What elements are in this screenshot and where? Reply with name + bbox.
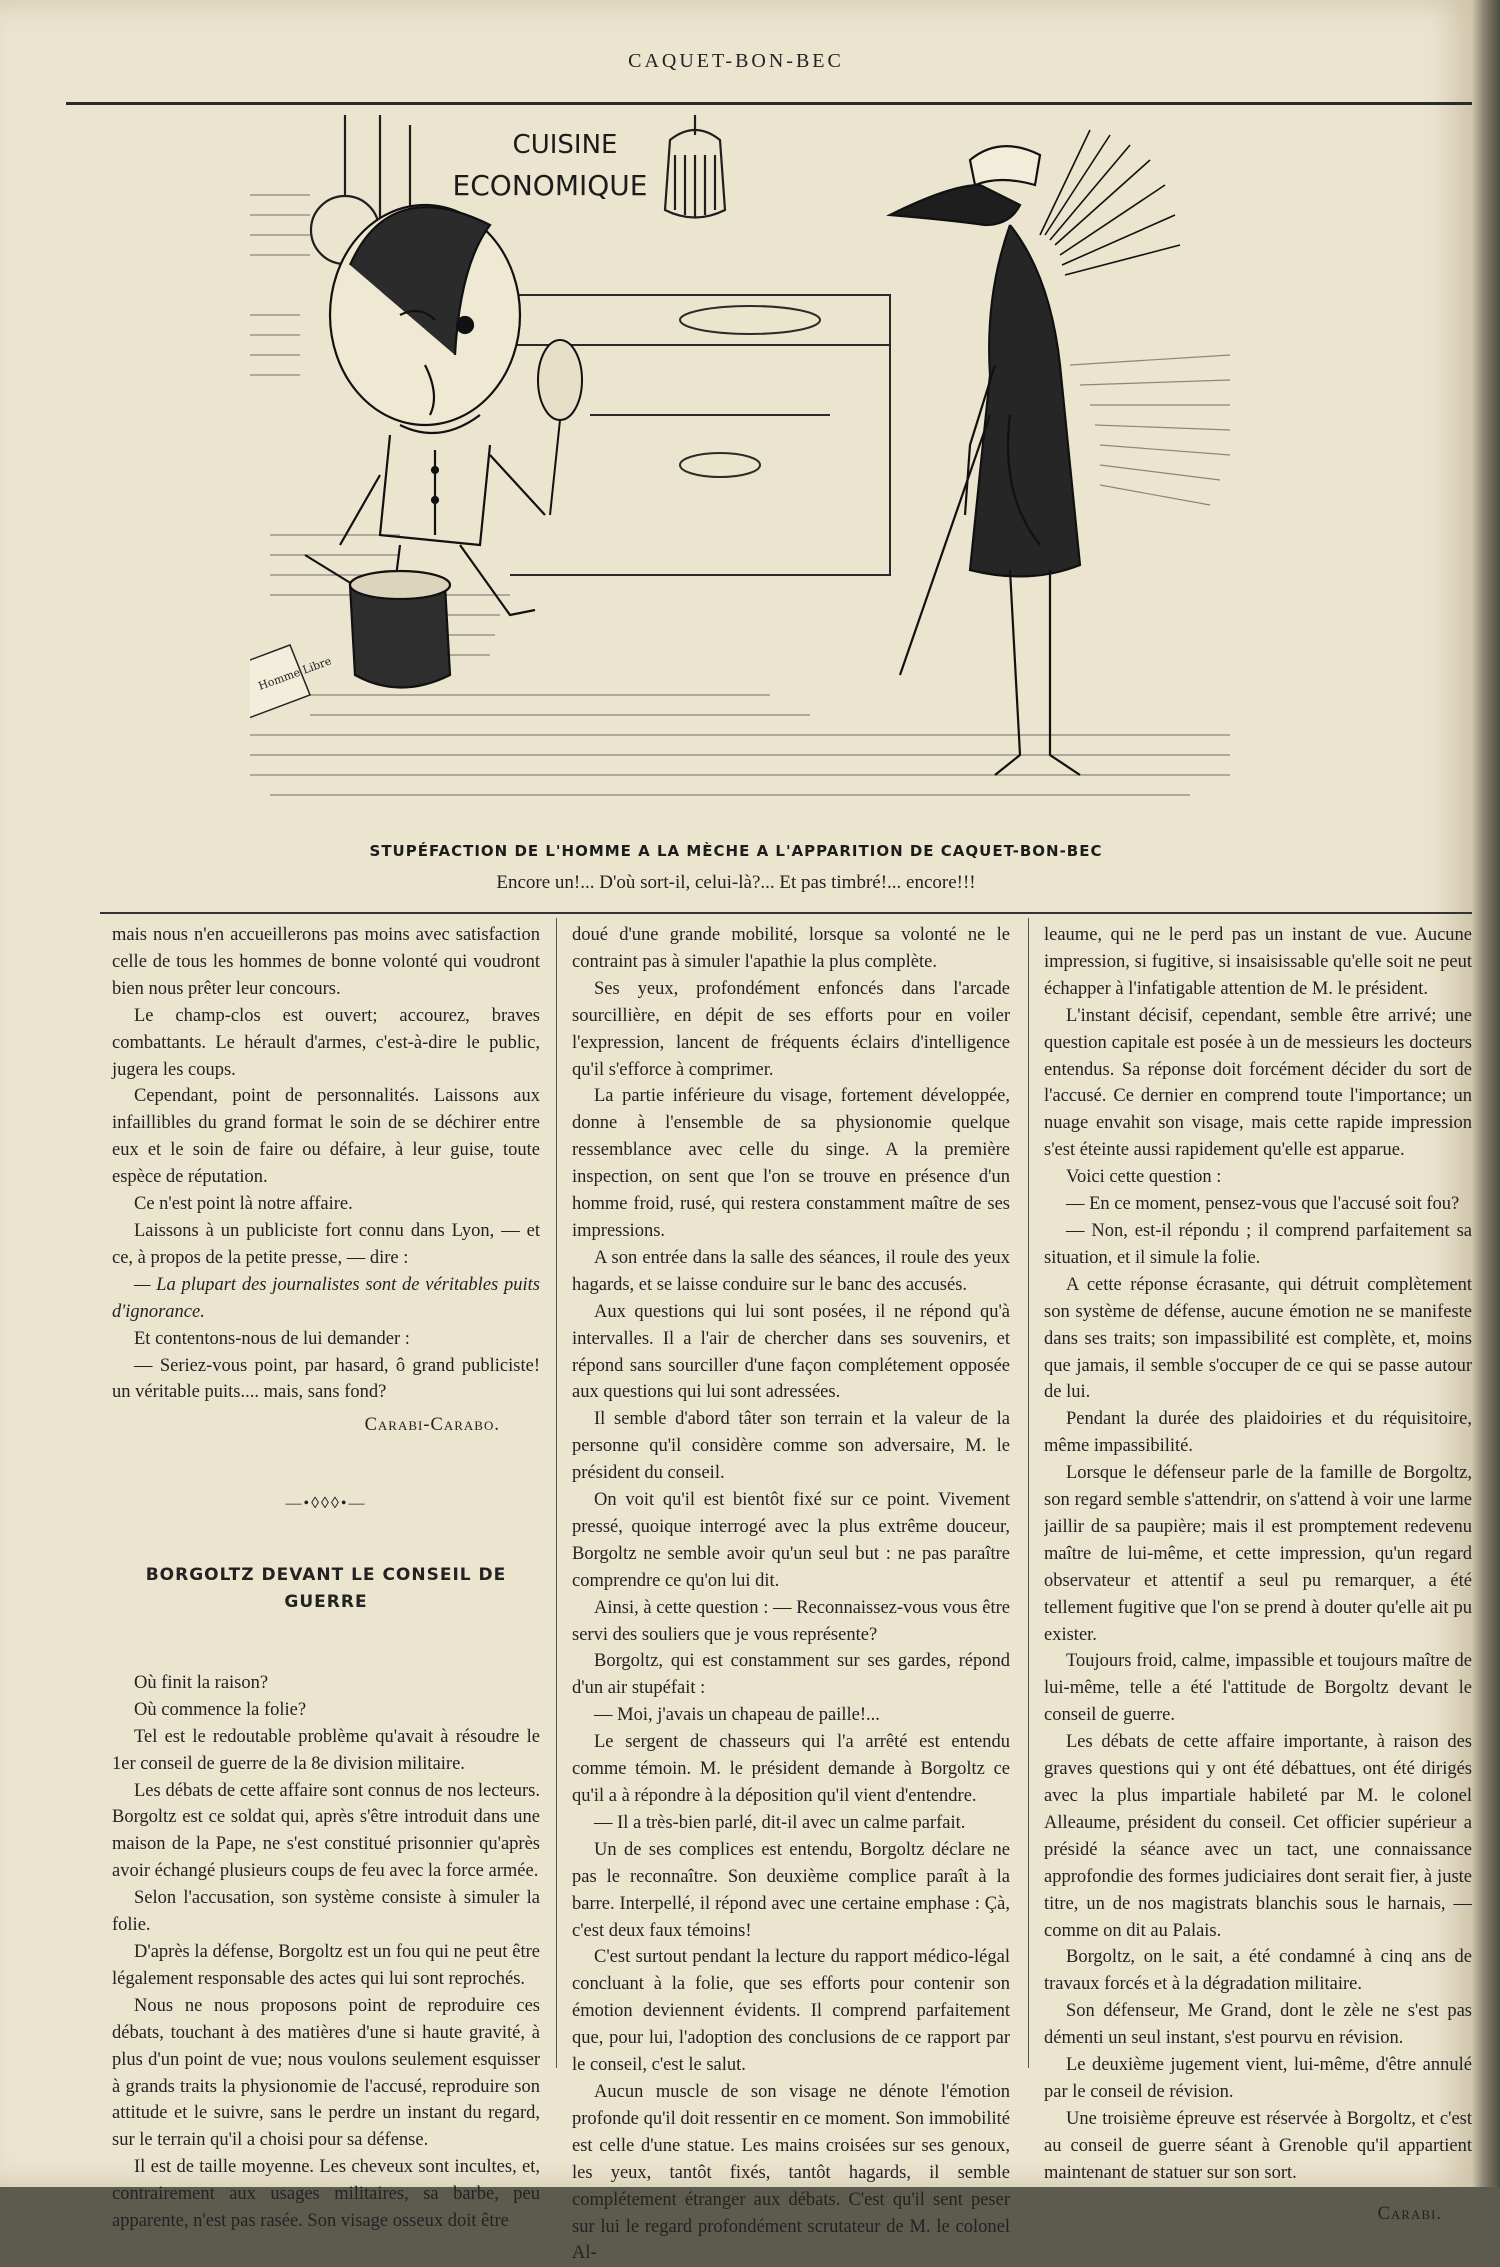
sign-line1: CUISINE [512,130,618,160]
masthead-rule [66,102,1472,105]
paragraph: Ce n'est point là notre affaire. [134,1194,353,1215]
paragraph: Le champ-clos est ouvert; accourez, braves combattants. Le hérault d'armes, c'est-à-dire le public, jugera les coups. [112,1005,540,1080]
stove [510,295,890,575]
newspaper-on-floor [250,645,333,725]
paragraph: Borgoltz, on le sait, a été condamné à cinq ans de travaux forcés et à la dégradation militaire. [1044,1947,1472,1995]
man-figure [330,205,545,635]
paragraph: Il semble d'abord tâter son terrain et la valeur de la personne qu'il considère comme son adversaire, M. le président du conseil. [572,1409,1010,1484]
paragraph: Aux questions qui lui sont posées, il ne répond qu'à intervalles. Il a l'air de chercher dans ses souvenirs, et répond sans sourciller d'une façon complétement opposée aux questions qui lui sont adressées. [572,1301,1010,1403]
paragraph: Voici cette question : [1066,1167,1222,1188]
paragraph: A son entrée dans la salle des séances, il roule des yeux hagards, et se laisse conduire sur le banc des accusés. [572,1247,1010,1295]
paragraph: La partie inférieure du visage, fortement développée, donne à l'ensemble de sa physionomie quelque ressemblance avec celle du singe. A la première inspection, on sent que l'on se trouve en présence d'un homme froid, rusé, qui restera constamment maître de ses impressions. [572,1086,1010,1241]
paragraph: Le sergent de chasseurs qui l'a arrêté est entendu comme témoin. M. le président demande à Borgoltz ce qu'il a à répondre à la déposition qu'il vient d'entendre. [572,1732,1010,1806]
paragraph: — Non, est-il répondu ; il comprend parfaitement sa situation, et il simule la folie. [1044,1220,1472,1268]
column-1 [112,922,540,2235]
caption-rule [100,912,1472,914]
paragraph: Laissons à un publiciste fort connu dans Lyon, — et ce, à propos de la petite presse, — dire : [112,1220,540,1268]
column-3 [1044,922,1472,2228]
paragraph: Le deuxième jugement vient, lui-même, d'être annulé par le conseil de révision. [1044,2055,1472,2102]
caption-title: STUPÉFACTION DE L'HOMME A LA MÈCHE A L'APPARITION DE CAQUET-BON-BEC [369,842,1103,860]
paragraph: — Il a très-bien parlé, dit-il avec un calme parfait. [594,1812,966,1833]
paragraph: Toujours froid, calme, impassible et toujours maître de lui-même, telle a été l'attitude de Borgoltz devant le conseil de guerre. [1044,1651,1472,1726]
skimmer-ladle [538,340,582,515]
paragraph: Ainsi, à cette question : — Reconnaissez-vous vous être servi des souliers que je vous représente? [572,1597,1010,1645]
paragraph: Selon l'accusation, son système consiste à simuler la folie. [112,1888,540,1936]
paragraph: — En ce moment, pensez-vous que l'accusé soit fou? [1066,1194,1460,1215]
ornament-divider: —•◊◊◊•— [285,1495,367,1513]
signature: Carabi-Carabo. [364,1415,500,1436]
article-heading: BORGOLTZ DEVANT LE CONSEIL DE GUERRE [145,1565,507,1613]
paragraph: mais nous n'en accueillerons pas moins avec satisfaction celle de tous les hommes de bonne volonté qui voudront bien nous prêter leur concours. [112,925,540,999]
paragraph: L'instant décisif, cependant, semble être arrivé; une question capitale est posée à un de messieurs les docteurs entendus. Sa réponse doit forcément décider du sort de l'accusé. Ce dernier en comprend toute l'importance; un nuage envahit son visage, mais cette rapide impression s'est éteinte aussi rapidement qu'elle est apparue. [1044,1005,1472,1161]
paragraph: Borgoltz, qui est constamment sur ses gardes, répond d'un air stupéfait : [572,1651,1010,1699]
caption-subtitle: Encore un!... D'où sort-il, celui-là?... Et pas timbré!... encore!!! [496,872,976,893]
signature: Carabi. [1377,2203,1442,2224]
sign-line2: ECONOMIQUE [452,169,648,202]
page-edge [1472,0,1500,2187]
masthead: CAQUET-BON-BEC [628,50,844,72]
paragraph: — Moi, j'avais un chapeau de paille!... [594,1705,880,1726]
paragraph: Il est de taille moyenne. Les cheveux sont incultes, et, contrairement aux usages militaires, sa barbe, peu apparente, n'est pas rasée. Son visage osseux doit être [112,2157,540,2232]
column-2 [572,922,1010,2267]
paragraph: D'après la défense, Borgoltz est un fou qui ne peut être légalement responsable des actes qui lui sont reprochés. [112,1942,540,1989]
column-divider-1 [556,918,557,2068]
paragraph: Les débats de cette affaire sont connus de nos lecteurs. Borgoltz est ce soldat qui, après s'être introduit dans une maison de la Pape, ne s'est constitué prisonnier qu'après avoir échangé plusieurs coups de feu avec la force armée. [112,1780,540,1882]
paragraph: Où commence la folie? [134,1699,307,1720]
paragraph: Nous ne nous proposons point de reproduire ces débats, touchant à des matières d'une si haute gravité, à plus d'un point de vue; nous voulons seulement esquisser à grands traits la physionomie de l'accusé, reproduire son attitude et le suivre, sans le perdre un instant du regard, sur le terrain qu'il a choisi pour sa défense. [112,1995,540,2151]
paragraph: C'est surtout pendant la lecture du rapport médico-légal concluant à la folie, que ses efforts pour contenir son émotion deviennent évidents. Il comprend parfaitement que, pour lui, l'adoption des conclusions de ce rapport par le conseil, c'est le salut. [572,1947,1010,2076]
paragraph: Ses yeux, profondément enfoncés dans l'arcade sourcillière, en dépit de ses efforts pour en voiler l'expression, lancent de fréquents éclairs d'intelligence qu'il s'efforce à comprimer. [572,978,1010,1080]
newspaper-title: Homme Libre [256,654,334,693]
paragraph: Les débats de cette affaire importante, à raison des graves questions qui y ont été débattues, ont été dirigés avec la plus impartiale habileté par M. le colonel Alleaume, président du conseil. Cet officier supérieur a présidé la séance avec un tact, une connaissance approfondie des formes judiciaires dont serait fier, à juste titre, un de nos magistrats blanchis sous le harnais, — comme on dit au Palais. [1044,1732,1472,1941]
paragraph: Tel est le redoutable problème qu'avait à résoudre le 1er conseil de guerre de la 8e division militaire. [112,1726,540,1774]
quote-paragraph: — La plupart des journalistes sont de véritables puits d'ignorance. [112,1274,540,1322]
paragraph: leaume, qui ne le perd pas un instant de vue. Aucune impression, si fugitive, si insaisissable qu'elle soit ne peut échapper à l'infatigable attention de M. le président. [1044,925,1472,999]
caricature-illustration [250,115,1230,835]
paragraph: Son défenseur, Me Grand, dont le zèle ne s'est pas démenti un seul instant, s'est pourvu en révision. [1044,2001,1472,2049]
paragraph: — Seriez-vous point, par hasard, ô grand publiciste! un véritable puits.... mais, sans fond? [112,1355,540,1403]
paragraph: A cette réponse écrasante, qui détruit complètement son système de défense, aucune émotion ne se manifeste dans ses traits; son impassibilité est complète, et, moins que jamais, il semble s'occuper de ce qui se passe autour de lui. [1044,1274,1472,1403]
paragraph: Cependant, point de personnalités. Laissons aux infaillibles du grand format le soin de se déchirer entre eux et le soin de faire ou défaire, à leur guise, toute espèce de réputation. [112,1086,540,1188]
paragraph: Pendant la durée des plaidoiries et du réquisitoire, même impassibilité. [1044,1409,1472,1457]
paragraph: Un de ses complices est entendu, Borgoltz déclare ne pas le reconnaître. Son deuxième complice paraît à la barre. Interpellé, il répond avec une certaine emphase : Çà, c'est deux faux témoins! [572,1839,1010,1941]
paragraph: On voit qu'il est bientôt fixé sur ce point. Vivement pressé, quoique interrogé avec la plus extrême douceur, Borgoltz ne semble avoir qu'un seul but : ne pas paraître comprendre ce qu'on lui dit. [572,1490,1010,1591]
column-divider-2 [1028,918,1029,2068]
paragraph: Lorsque le défenseur parle de la famille de Borgoltz, son regard semble s'attendrir, on s'attend à voir une larme jaillir de sa paupière; mais il est promptement redevenu maître de lui-même, et cette impression, qu'un regard observateur et attentif a seul pu remarquer, a été tellement fugitive que l'on se prend à douter qu'elle ait pu exister. [1044,1463,1472,1645]
paragraph: Aucun muscle de son visage ne dénote l'émotion profonde qu'il doit ressentir en ce moment. Son immobilité est celle d'une statue. Les mains croisées sur ses genoux, les yeux, tantôt fixés, tantôt hagards, il semble complétement étranger aux débats. C'est qu'il sent peser sur lui le regard profondément scrutateur de M. le colonel Al- [572,2081,1010,2264]
paragraph: doué d'une grande mobilité, lorsque sa volonté ne le contraint pas à simuler l'apathie la plus complète. [572,925,1010,972]
paragraph: Où finit la raison? [134,1672,269,1693]
crow-woman-figure [890,146,1080,775]
paragraph: Et contentons-nous de lui demander : [134,1328,410,1349]
paragraph: Une troisième épreuve est réservée à Borgoltz, et c'est au conseil de guerre séant à Grenoble qu'il appartient maintenant de statuer sur son sort. [1044,2108,1472,2183]
broom [1040,130,1180,275]
